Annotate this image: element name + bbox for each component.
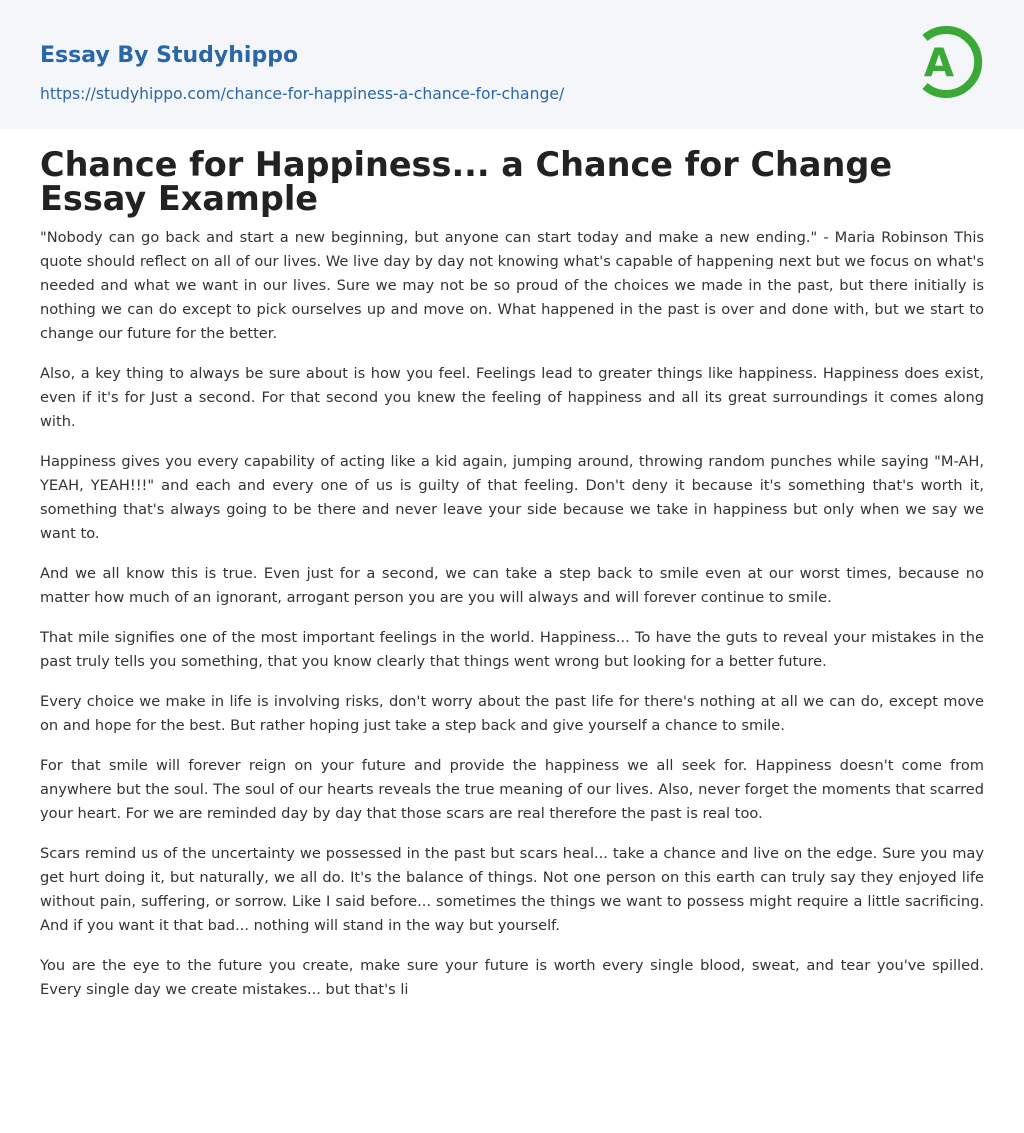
- essay-paragraph-9: You are the eye to the future you create, make sure your future is worth every single blood, sweat, and tear you've spilled. Every single day we create mistakes... but that's li: [40, 957, 984, 998]
- essay-title: Chance for Happiness... a Chance for Change Essay Example: [40, 145, 893, 218]
- site-brand[interactable]: Essay By Studyhippo: [40, 43, 299, 68]
- essay-paragraph-3: Happiness gives you every capability of acting like a kid again, jumping around, throwing random punches while saying "M-AH, YEAH, YEAH!!!" and each and every one of us is guilty of that feeling. Don't deny it because it's something that's worth it, something that's always going to be there and never leave your side because we take in happiness but only when we say we want to.: [40, 453, 984, 542]
- essay-paragraph-6: Every choice we make in life is involving risks, don't worry about the past life for there's nothing at all we can do, except move on and hope for the best. But rather hoping just take a step back and give yourself a chance to smile.: [40, 693, 984, 734]
- essay-paragraph-7: For that smile will forever reign on your future and provide the happiness we all seek for. Happiness doesn't come from anywhere but the soul. The soul of our hearts reveals the true meaning of our lives. Also, never forget the moments that scarred your heart. For we are reminded day by day that those scars are real therefore the past is real too.: [40, 757, 984, 822]
- studyhippo-logo-icon[interactable]: [913, 19, 985, 105]
- essay-paragraph-2: Also, a key thing to always be sure about is how you feel. Feelings lead to greater things like happiness. Happiness does exist, even if it's for Just a second. For that second you knew the feeling of happiness and all its great surroundings it comes along with.: [40, 365, 984, 430]
- essay-paragraph-8: Scars remind us of the uncertainty we possessed in the past but scars heal... take a chance and live on the edge. Sure you may get hurt doing it, but naturally, we all do. It's the balance of things. Not one person on this earth can truly say they enjoyed life without pain, suffering, or sorrow. Like I said before... sometimes the things we want to possess might require a little sacrificing. And if you want it that bad... nothing will stand in the way but yourself.: [40, 845, 984, 934]
- essay-content: [40, 145, 984, 1002]
- site-header: [0, 0, 1024, 129]
- essay-url-link[interactable]: https://studyhippo.com/chance-for-happiness-a-chance-for-change/: [40, 85, 565, 103]
- essay-paragraph-4: And we all know this is true. Even just for a second, we can take a step back to smile even at our worst times, because no matter how much of an ignorant, arrogant person you are you will always and will forever continue to smile.: [40, 565, 984, 606]
- logo-letter: A: [923, 41, 955, 86]
- essay-paragraph-1: "Nobody can go back and start a new beginning, but anyone can start today and make a new ending." - Maria Robinson This quote should reflect on all of our lives. We live day by day not knowing what's capable of happening next but we focus on what's needed and what we want in our lives. Sure we may not be so proud of the choices we made in the past, but there initially is nothing we can do except to pick ourselves up and move on. What happened in the past is over and done with, but we start to change our future for the better.: [40, 229, 984, 342]
- essay-paragraph-5: That mile signifies one of the most important feelings in the world. Happiness... To have the guts to reveal your mistakes in the past truly tells you something, that you know clearly that things went wrong but looking for a better future.: [40, 629, 984, 670]
